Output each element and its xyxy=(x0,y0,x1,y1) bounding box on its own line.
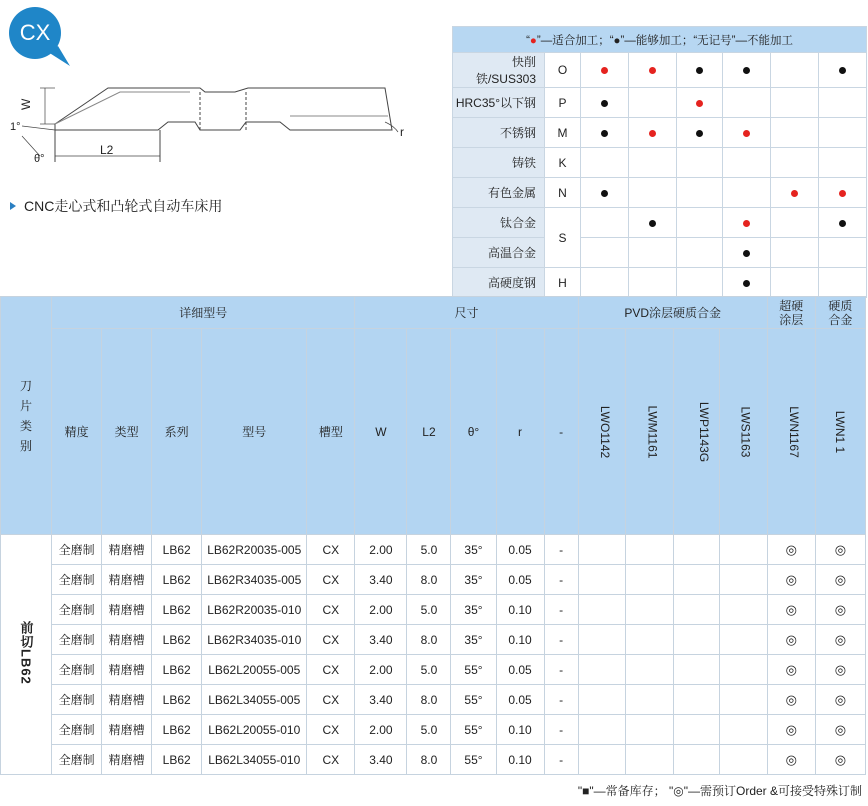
suitability-cell xyxy=(819,178,867,208)
l2-cell: 5.0 xyxy=(407,595,451,625)
pvd-group-header: PVD涂层硬质合金 xyxy=(578,297,767,329)
black-dot-icon xyxy=(743,250,750,257)
r-cell: 0.10 xyxy=(496,595,544,625)
material-code: O xyxy=(545,53,581,88)
suitability-cell xyxy=(677,238,723,268)
material-name: 不锈钢 xyxy=(453,118,545,148)
pvd-grade-cell xyxy=(625,625,673,655)
suitability-cell xyxy=(771,178,819,208)
type-cell: 精磨槽 xyxy=(102,715,152,745)
l2-cell: 5.0 xyxy=(407,535,451,565)
black-dot-icon xyxy=(743,280,750,287)
pvd-grade-cell xyxy=(673,745,719,775)
grade-header-2: LWM1161 xyxy=(625,329,673,535)
grade-header-1: LWO1142 xyxy=(578,329,625,535)
type-cell: 精磨槽 xyxy=(102,655,152,685)
suitability-cell xyxy=(771,268,819,298)
dash-cell: - xyxy=(544,745,578,775)
material-row xyxy=(453,53,867,88)
black-dot-icon xyxy=(649,220,656,227)
suitability-cell xyxy=(723,88,771,118)
table-row xyxy=(1,625,866,655)
order-symbol-cell: ◎ xyxy=(767,535,815,565)
w-header: W xyxy=(355,329,407,535)
pvd-grade-cell xyxy=(578,625,625,655)
w-label: W xyxy=(19,98,33,110)
series-cell: LB62 xyxy=(152,535,202,565)
product-table xyxy=(0,296,866,775)
grade-header-4: LWS1163 xyxy=(719,329,767,535)
suitability-cell xyxy=(771,88,819,118)
groove-cell: CX xyxy=(307,535,355,565)
precision-cell: 全磨制 xyxy=(52,595,102,625)
precision-cell: 全磨制 xyxy=(52,745,102,775)
suitability-cell xyxy=(629,178,677,208)
model-cell: LB62L20055-005 xyxy=(202,655,307,685)
model-header: 型号 xyxy=(202,329,307,535)
suitability-cell xyxy=(581,208,629,238)
r-cell: 0.10 xyxy=(496,715,544,745)
cx-badge xyxy=(8,6,62,60)
pvd-grade-cell xyxy=(673,715,719,745)
pvd-grade-cell xyxy=(719,655,767,685)
pvd-grade-cell xyxy=(673,655,719,685)
dash-cell: - xyxy=(544,535,578,565)
black-dot-icon: ● xyxy=(613,34,621,47)
pvd-grade-cell xyxy=(578,595,625,625)
r-cell: 0.10 xyxy=(496,745,544,775)
pvd-grade-cell xyxy=(719,625,767,655)
groove-cell: CX xyxy=(307,685,355,715)
suitability-cell xyxy=(629,53,677,88)
suitability-cell xyxy=(677,88,723,118)
suitability-cell xyxy=(629,148,677,178)
w-cell: 2.00 xyxy=(355,595,407,625)
precision-cell: 全磨制 xyxy=(52,655,102,685)
table-row xyxy=(1,655,866,685)
material-code: S xyxy=(545,208,581,268)
material-row xyxy=(453,178,867,208)
precision-cell: 全磨制 xyxy=(52,685,102,715)
pvd-grade-cell xyxy=(625,595,673,625)
material-row xyxy=(453,118,867,148)
suitability-cell xyxy=(629,208,677,238)
dash-cell: - xyxy=(544,595,578,625)
r-cell: 0.05 xyxy=(496,565,544,595)
table-row xyxy=(1,745,866,775)
material-name: 高温合金 xyxy=(453,238,545,268)
suitability-cell xyxy=(723,148,771,178)
material-name: HRC35°以下钢 xyxy=(453,88,545,118)
material-row xyxy=(453,238,867,268)
suitability-cell xyxy=(819,118,867,148)
type-header: 类型 xyxy=(102,329,152,535)
w-cell: 2.00 xyxy=(355,535,407,565)
order-symbol-cell: ◎ xyxy=(767,715,815,745)
material-row xyxy=(453,208,867,238)
red-dot-icon xyxy=(743,130,750,137)
material-row xyxy=(453,88,867,118)
red-dot-icon xyxy=(649,130,656,137)
pvd-grade-cell xyxy=(578,745,625,775)
precision-cell: 全磨制 xyxy=(52,625,102,655)
suitability-cell xyxy=(677,208,723,238)
r-cell: 0.05 xyxy=(496,685,544,715)
pvd-grade-cell xyxy=(673,685,719,715)
size-group-header: 尺寸 xyxy=(355,297,578,329)
precision-cell: 全磨制 xyxy=(52,565,102,595)
w-cell: 3.40 xyxy=(355,685,407,715)
suitability-cell xyxy=(819,88,867,118)
w-cell: 2.00 xyxy=(355,655,407,685)
suitability-cell xyxy=(581,88,629,118)
dash-cell: - xyxy=(544,715,578,745)
pvd-grade-cell xyxy=(719,565,767,595)
insert-drawing xyxy=(0,82,420,174)
black-dot-icon xyxy=(601,130,608,137)
order-symbol-cell: ◎ xyxy=(815,655,865,685)
material-name: 有色金属 xyxy=(453,178,545,208)
application-note xyxy=(10,196,222,216)
suitability-cell xyxy=(677,148,723,178)
grade-header-3: LWP1143G xyxy=(673,329,719,535)
material-legend: “●”—适合加工；“●”—能够加工；“无记号”—不能加工 xyxy=(453,27,867,53)
order-symbol-cell: ◎ xyxy=(815,625,865,655)
black-dot-icon xyxy=(839,67,846,74)
series-cell: LB62 xyxy=(152,595,202,625)
black-dot-icon xyxy=(696,67,703,74)
material-row xyxy=(453,148,867,178)
application-note-text: CNC走心式和凸轮式自动车床用 xyxy=(24,198,223,214)
pvd-grade-cell xyxy=(625,745,673,775)
theta-header: θ° xyxy=(451,329,496,535)
badge-label: CX xyxy=(19,20,51,45)
groove-cell: CX xyxy=(307,565,355,595)
suitability-cell xyxy=(677,178,723,208)
suitability-cell xyxy=(723,178,771,208)
material-code: K xyxy=(545,148,581,178)
suitability-cell xyxy=(581,148,629,178)
pvd-grade-cell xyxy=(625,535,673,565)
order-symbol-cell: ◎ xyxy=(815,565,865,595)
theta-cell: 35° xyxy=(451,625,496,655)
pvd-grade-cell xyxy=(673,595,719,625)
model-cell: LB62R20035-005 xyxy=(202,535,307,565)
r-cell: 0.05 xyxy=(496,655,544,685)
material-code: N xyxy=(545,178,581,208)
series-cell: LB62 xyxy=(152,565,202,595)
angle-bottom-label: θ° xyxy=(34,153,45,165)
suitability-cell xyxy=(581,53,629,88)
suitability-cell xyxy=(581,268,629,298)
groove-cell: CX xyxy=(307,595,355,625)
dash-cell: - xyxy=(544,685,578,715)
suitability-cell xyxy=(581,178,629,208)
suitability-cell xyxy=(819,238,867,268)
r-label: r xyxy=(400,125,404,139)
pvd-grade-cell xyxy=(719,595,767,625)
r-cell: 0.10 xyxy=(496,625,544,655)
suitability-cell xyxy=(819,208,867,238)
category-header: 刀片类别 xyxy=(1,297,52,535)
red-dot-icon xyxy=(791,190,798,197)
groove-cell: CX xyxy=(307,625,355,655)
w-cell: 3.40 xyxy=(355,565,407,595)
model-cell: LB62R20035-010 xyxy=(202,595,307,625)
red-dot-icon xyxy=(649,67,656,74)
type-cell: 精磨槽 xyxy=(102,745,152,775)
super-coated-header: 超硬涂层 xyxy=(767,297,815,329)
suitability-cell xyxy=(723,238,771,268)
suitability-cell xyxy=(771,53,819,88)
order-symbol-cell: ◎ xyxy=(815,595,865,625)
red-dot-icon xyxy=(743,220,750,227)
table-row xyxy=(1,685,866,715)
suitability-cell xyxy=(723,208,771,238)
precision-header: 精度 xyxy=(52,329,102,535)
pvd-grade-cell xyxy=(673,535,719,565)
red-dot-icon: ● xyxy=(529,34,537,47)
order-symbol-cell: ◎ xyxy=(815,715,865,745)
pvd-grade-cell xyxy=(625,685,673,715)
material-name: 快削铁/SUS303 xyxy=(453,53,545,88)
groove-cell: CX xyxy=(307,745,355,775)
dash-cell: - xyxy=(544,655,578,685)
order-symbol-cell: ◎ xyxy=(815,745,865,775)
series-cell: LB62 xyxy=(152,655,202,685)
order-symbol-cell: ◎ xyxy=(815,535,865,565)
angle-side-label: 1° xyxy=(10,121,21,133)
groove-cell: CX xyxy=(307,655,355,685)
material-name: 铸铁 xyxy=(453,148,545,178)
l2-cell: 8.0 xyxy=(407,565,451,595)
red-dot-icon xyxy=(839,190,846,197)
theta-cell: 55° xyxy=(451,685,496,715)
pvd-grade-cell xyxy=(625,655,673,685)
suitability-cell xyxy=(677,268,723,298)
suitability-cell xyxy=(723,53,771,88)
type-cell: 精磨槽 xyxy=(102,595,152,625)
pvd-grade-cell xyxy=(673,625,719,655)
l2-label: L2 xyxy=(100,143,114,157)
pvd-grade-cell xyxy=(578,685,625,715)
pvd-grade-cell xyxy=(578,565,625,595)
l2-header: L2 xyxy=(407,329,451,535)
l2-cell: 8.0 xyxy=(407,745,451,775)
r-cell: 0.05 xyxy=(496,535,544,565)
dash-cell: - xyxy=(544,565,578,595)
order-symbol-cell: ◎ xyxy=(767,565,815,595)
table-row xyxy=(1,535,866,565)
type-cell: 精磨槽 xyxy=(102,565,152,595)
material-name: 高硬度钢 xyxy=(453,268,545,298)
order-symbol-cell: ◎ xyxy=(767,745,815,775)
series-cell: LB62 xyxy=(152,715,202,745)
pvd-grade-cell xyxy=(578,655,625,685)
groove-header: 槽型 xyxy=(307,329,355,535)
dash-header: - xyxy=(544,329,578,535)
w-cell: 3.40 xyxy=(355,625,407,655)
theta-cell: 55° xyxy=(451,655,496,685)
suitability-cell xyxy=(819,148,867,178)
material-name: 钛合金 xyxy=(453,208,545,238)
model-cell: LB62L20055-010 xyxy=(202,715,307,745)
black-dot-icon xyxy=(743,67,750,74)
material-code: H xyxy=(545,268,581,298)
table-row xyxy=(1,565,866,595)
suitability-cell xyxy=(629,238,677,268)
suitability-cell xyxy=(581,118,629,148)
material-row xyxy=(453,268,867,298)
model-cell: LB62L34055-010 xyxy=(202,745,307,775)
l2-cell: 5.0 xyxy=(407,715,451,745)
series-cell: LB62 xyxy=(152,745,202,775)
suitability-cell xyxy=(771,238,819,268)
black-dot-icon xyxy=(839,220,846,227)
w-cell: 2.00 xyxy=(355,715,407,745)
red-dot-icon xyxy=(601,67,608,74)
theta-cell: 55° xyxy=(451,715,496,745)
red-dot-icon xyxy=(696,100,703,107)
black-dot-icon xyxy=(696,130,703,137)
suitability-cell xyxy=(723,118,771,148)
table-row xyxy=(1,715,866,745)
suitability-cell xyxy=(629,268,677,298)
type-cell: 精磨槽 xyxy=(102,625,152,655)
black-dot-icon xyxy=(601,100,608,107)
detail-group-header: 详细型号 xyxy=(52,297,355,329)
pvd-grade-cell xyxy=(719,715,767,745)
suitability-cell xyxy=(771,118,819,148)
order-symbol-cell: ◎ xyxy=(767,625,815,655)
l2-cell: 5.0 xyxy=(407,655,451,685)
suitability-cell xyxy=(629,118,677,148)
order-symbol-cell: ◎ xyxy=(767,595,815,625)
pvd-grade-cell xyxy=(673,565,719,595)
series-header: 系列 xyxy=(152,329,202,535)
black-dot-icon xyxy=(601,190,608,197)
theta-cell: 35° xyxy=(451,595,496,625)
grade-header-6: LWN1 1 xyxy=(815,329,865,535)
pvd-grade-cell xyxy=(578,715,625,745)
pvd-grade-cell xyxy=(625,565,673,595)
pvd-grade-cell xyxy=(578,535,625,565)
carbide-header: 硬质合金 xyxy=(815,297,865,329)
suitability-cell xyxy=(629,88,677,118)
l2-cell: 8.0 xyxy=(407,625,451,655)
bullet-triangle-icon xyxy=(10,202,16,210)
series-cell: LB62 xyxy=(152,685,202,715)
type-cell: 精磨槽 xyxy=(102,685,152,715)
precision-cell: 全磨制 xyxy=(52,535,102,565)
suitability-cell xyxy=(819,53,867,88)
order-symbol-cell: ◎ xyxy=(815,685,865,715)
pvd-grade-cell xyxy=(719,685,767,715)
r-header: r xyxy=(496,329,544,535)
material-chart xyxy=(452,26,867,298)
material-code: M xyxy=(545,118,581,148)
pvd-grade-cell xyxy=(719,535,767,565)
theta-cell: 35° xyxy=(451,535,496,565)
order-symbol-cell: ◎ xyxy=(767,685,815,715)
precision-cell: 全磨制 xyxy=(52,715,102,745)
type-cell: 精磨槽 xyxy=(102,535,152,565)
suitability-cell xyxy=(581,238,629,268)
theta-cell: 35° xyxy=(451,565,496,595)
suitability-cell xyxy=(677,118,723,148)
suitability-cell xyxy=(723,268,771,298)
groove-cell: CX xyxy=(307,715,355,745)
pvd-grade-cell xyxy=(625,715,673,745)
series-cell: LB62 xyxy=(152,625,202,655)
material-code: P xyxy=(545,88,581,118)
table-row xyxy=(1,595,866,625)
stock-legend: "■"—常备库存； "◎"—需预订Order &可接受特殊订制 xyxy=(577,784,862,798)
theta-cell: 55° xyxy=(451,745,496,775)
model-cell: LB62L34055-005 xyxy=(202,685,307,715)
order-symbol-cell: ◎ xyxy=(767,655,815,685)
model-cell: LB62R34035-010 xyxy=(202,625,307,655)
model-cell: LB62R34035-005 xyxy=(202,565,307,595)
suitability-cell xyxy=(677,53,723,88)
category-cell: 前切LB62 xyxy=(1,535,52,775)
w-cell: 3.40 xyxy=(355,745,407,775)
suitability-cell xyxy=(819,268,867,298)
dash-cell: - xyxy=(544,625,578,655)
pvd-grade-cell xyxy=(719,745,767,775)
l2-cell: 8.0 xyxy=(407,685,451,715)
suitability-cell xyxy=(771,148,819,178)
grade-header-5: LWN1167 xyxy=(767,329,815,535)
suitability-cell xyxy=(771,208,819,238)
